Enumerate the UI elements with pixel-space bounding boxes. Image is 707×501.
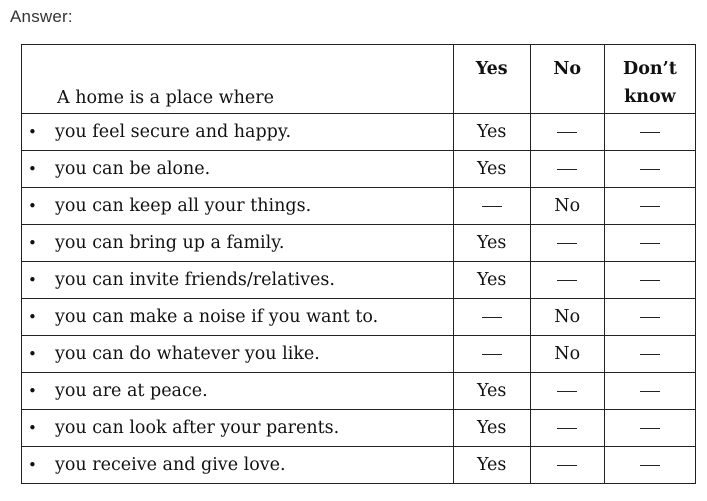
answer-text: No xyxy=(554,344,581,364)
statement-text: you can bring up a family. xyxy=(55,233,285,253)
bullet-icon: • xyxy=(28,234,37,252)
yes-answer-cell xyxy=(453,188,530,225)
dont-know-answer-cell xyxy=(604,225,695,262)
dash-mark xyxy=(482,317,502,319)
answer-text: Yes xyxy=(476,270,507,290)
dont-know-answer-cell xyxy=(604,262,695,299)
statement-text: you can look after your parents. xyxy=(55,418,340,438)
no-answer-cell xyxy=(530,447,604,484)
yes-answer-cell xyxy=(453,410,530,447)
yes-answer-cell xyxy=(453,225,530,262)
dash-mark xyxy=(482,354,502,356)
statement-cell xyxy=(22,373,454,410)
dont-know-answer-cell xyxy=(604,114,695,151)
statement-cell xyxy=(22,225,454,262)
dont-know-answer-cell xyxy=(604,299,695,336)
table-row xyxy=(22,225,696,262)
answer-text: Yes xyxy=(476,233,507,253)
bullet-icon: • xyxy=(28,271,37,289)
yes-answer-cell xyxy=(453,114,530,151)
dash-mark xyxy=(640,132,660,134)
dont-know-answer-cell xyxy=(604,151,695,188)
no-answer-cell xyxy=(530,188,604,225)
dash-mark xyxy=(640,169,660,171)
dash-mark xyxy=(557,465,577,467)
no-answer-cell xyxy=(530,262,604,299)
statement-text: you can make a noise if you want to. xyxy=(55,307,379,327)
table-header-row xyxy=(22,45,696,114)
statement-cell xyxy=(22,299,454,336)
statement-cell xyxy=(22,447,454,484)
statement-text: you feel secure and happy. xyxy=(55,122,292,142)
table-row xyxy=(22,262,696,299)
table-row xyxy=(22,410,696,447)
table-row xyxy=(22,114,696,151)
dash-mark xyxy=(557,243,577,245)
no-answer-cell xyxy=(530,151,604,188)
answer-text: Yes xyxy=(476,455,507,475)
yes-answer-cell xyxy=(453,336,530,373)
no-answer-cell xyxy=(530,410,604,447)
yes-column-header: Yes xyxy=(453,45,530,114)
dont-know-answer-cell xyxy=(604,410,695,447)
statement-text: you can keep all your things. xyxy=(55,196,312,216)
statement-cell xyxy=(22,114,454,151)
table-row xyxy=(22,151,696,188)
dash-mark xyxy=(557,169,577,171)
answer-label: Answer: xyxy=(10,7,73,26)
table-body xyxy=(22,114,696,484)
yes-answer-cell xyxy=(453,373,530,410)
dash-mark xyxy=(640,391,660,393)
dont-know-header-text: Don’t know xyxy=(623,59,677,107)
bullet-icon: • xyxy=(28,456,37,474)
bullet-icon: • xyxy=(28,345,37,363)
dash-mark xyxy=(640,465,660,467)
bullet-icon: • xyxy=(28,419,37,437)
answer-text: Yes xyxy=(476,122,507,142)
dash-mark xyxy=(640,243,660,245)
dash-mark xyxy=(557,428,577,430)
statement-text: you are at peace. xyxy=(55,381,208,401)
answer-text: No xyxy=(554,307,581,327)
bullet-icon: • xyxy=(28,197,37,215)
statement-cell xyxy=(22,188,454,225)
yes-answer-cell xyxy=(453,151,530,188)
dont-know-column-header xyxy=(604,45,695,114)
dash-mark xyxy=(640,428,660,430)
yes-answer-cell xyxy=(453,447,530,484)
dash-mark xyxy=(557,132,577,134)
home-survey-table xyxy=(21,44,696,484)
bullet-icon: • xyxy=(28,382,37,400)
dash-mark xyxy=(640,317,660,319)
dont-know-answer-cell xyxy=(604,373,695,410)
dont-know-answer-cell xyxy=(604,188,695,225)
bullet-icon: • xyxy=(28,123,37,141)
dash-mark xyxy=(482,206,502,208)
statement-cell xyxy=(22,336,454,373)
dont-know-answer-cell xyxy=(604,447,695,484)
dash-mark xyxy=(640,354,660,356)
no-answer-cell xyxy=(530,225,604,262)
yes-answer-cell xyxy=(453,299,530,336)
dash-mark xyxy=(557,391,577,393)
statement-cell xyxy=(22,410,454,447)
statement-cell xyxy=(22,151,454,188)
yes-answer-cell xyxy=(453,262,530,299)
dash-mark xyxy=(557,280,577,282)
table-row xyxy=(22,447,696,484)
table-row xyxy=(22,373,696,410)
no-answer-cell xyxy=(530,299,604,336)
no-answer-cell xyxy=(530,114,604,151)
no-answer-cell xyxy=(530,336,604,373)
answer-text: No xyxy=(554,196,581,216)
statement-text: you can be alone. xyxy=(55,159,211,179)
dont-know-answer-cell xyxy=(604,336,695,373)
answer-text: Yes xyxy=(476,381,507,401)
answer-text: Yes xyxy=(476,159,507,179)
no-answer-cell xyxy=(530,373,604,410)
statement-text: you can invite friends/relatives. xyxy=(55,270,335,290)
statement-cell xyxy=(22,262,454,299)
answer-text: Yes xyxy=(476,418,507,438)
dash-mark xyxy=(640,206,660,208)
bullet-icon: • xyxy=(28,160,37,178)
statement-column-header: A home is a place where xyxy=(22,45,454,114)
table-row xyxy=(22,188,696,225)
statement-text: you can do whatever you like. xyxy=(55,344,320,364)
table-row xyxy=(22,299,696,336)
statement-text: you receive and give love. xyxy=(55,455,286,475)
bullet-icon: • xyxy=(28,308,37,326)
dash-mark xyxy=(640,280,660,282)
table-row xyxy=(22,336,696,373)
no-column-header: No xyxy=(530,45,604,114)
